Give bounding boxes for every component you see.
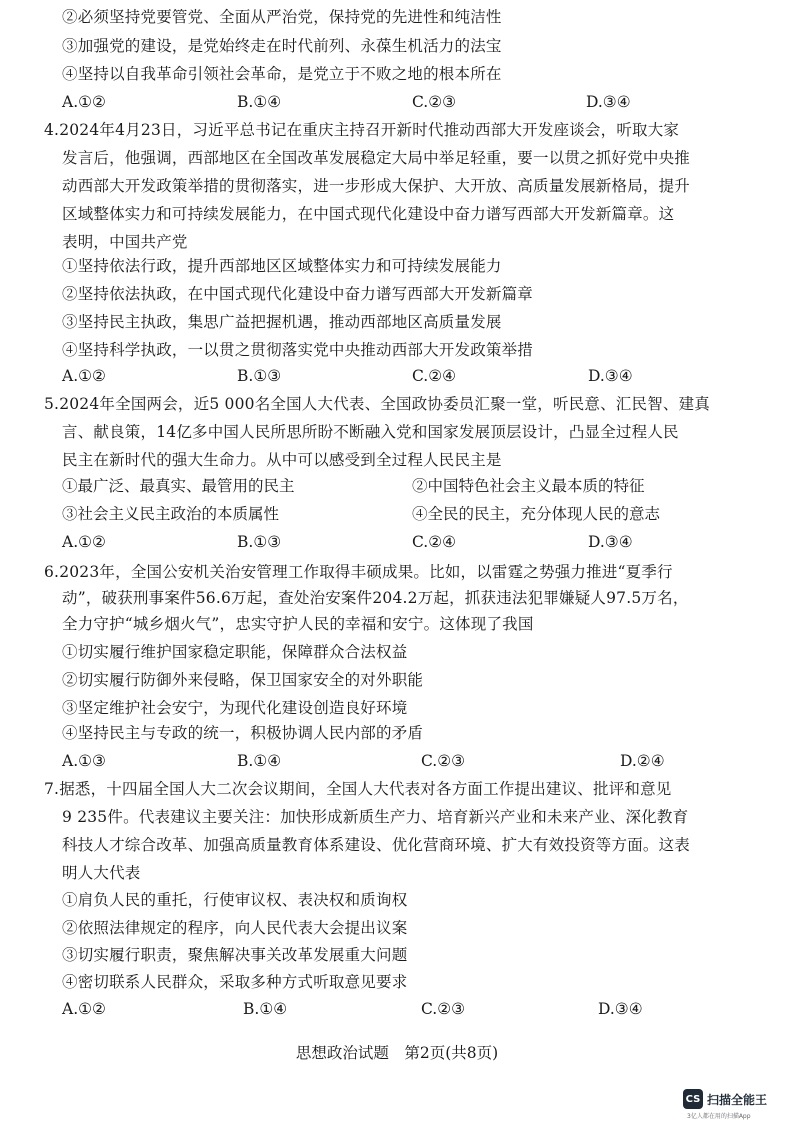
q7-item-3: ③切实履行职责，聚焦解决事关改革发展重大问题 [62,946,408,964]
q6-option-a: A.①③ [62,752,106,770]
q6-stem-line-1: 6.2023年，全国公安机关治安管理工作取得丰硕成果。比如，以雷霆之势强力推进“夏季行 [44,563,673,581]
q5-option-b: B.①③ [237,533,282,551]
q5-item-1: ①最广泛、最真实、最管用的民主 [62,477,295,495]
q7-option-c: C.②③ [421,1000,466,1018]
q6-item-4: ④坚持民主与专政的统一，积极协调人民内部的矛盾 [62,724,424,742]
q7-stem-line-4: 明人大代表 [62,864,141,882]
q4-item-1: ①坚持依法行政，提升西部地区区域整体实力和可持续发展能力 [62,257,502,275]
q7-stem-line-2: 9 235件。代表建议主要关注：加快形成新质生产力、培育新兴产业和未来产业、深化教育 [62,808,689,826]
q6-item-2: ②切实履行防御外来侵略，保卫国家安全的对外职能 [62,671,424,689]
q7-item-1: ①肩负人民的重托，行使审议权、表决权和质询权 [62,891,408,909]
q4-stem-line-1: 4.2024年4月23日，习近平总书记在重庆主持召开新时代推动西部大开发座谈会，听取大家 [44,121,680,139]
q4-option-b: B.①③ [237,367,282,385]
q6-item-1: ①切实履行维护国家稳定职能，保障群众合法权益 [62,643,408,661]
q5-item-4: ④全民的民主，充分体现人民的意志 [412,505,661,523]
q7-stem-line-1: 7.据悉，十四届全国人大二次会议期间，全国人大代表对各方面工作提出建议、批评和意见 [44,780,672,798]
camscanner-watermark [683,1089,767,1109]
q4-stem-line-2: 发言后，他强调，西部地区在全国改革发展稳定大局中举足轻重，要一以贯之抓好党中央推 [62,149,691,167]
q7-item-2: ②依照法律规定的程序，向人民代表大会提出议案 [62,919,408,937]
q5-item-3: ③社会主义民主政治的本质属性 [62,505,280,523]
q7-stem-line-3: 科技人才综合改革、加强高质量教育体系建设、优化营商环境、扩大有效投资等方面。这表 [62,836,691,854]
q3-option-b: B.①④ [237,93,282,111]
q5-item-2: ②中国特色社会主义最本质的特征 [412,477,645,495]
q4-item-2: ②坚持依法执政，在中国式现代化建设中奋力谱写西部大开发新篇章 [62,285,534,303]
q3-option-a: A.①② [62,93,106,111]
q4-stem-line-3: 动西部大开发政策举措的贯彻落实，进一步形成大保护、大开放、高质量发展新格局，提升 [62,177,691,195]
q4-item-3: ③坚持民主执政，集思广益把握机遇，推动西部地区高质量发展 [62,313,502,331]
camscanner-name: 扫描全能王 [707,1092,768,1107]
q5-stem-line-3: 民主在新时代的强大生命力。从中可以感受到全过程人民民主是 [62,451,502,469]
q5-stem-line-2: 言、献良策，14亿多中国人民所思所盼不断融入党和国家发展顶层设计，凸显全过程人民 [62,423,679,441]
q5-option-c: C.②④ [412,533,457,551]
q6-stem-line-3: 全力守护“城乡烟火气”，忠实守护人民的幸福和安宁。这体现了我国 [62,615,534,633]
q6-stem-line-2: 动”，破获刑事案件56.6万起，查处治安案件204.2万起，抓获违法犯罪嫌疑人97.5万名， [62,589,689,607]
q6-item-3: ③坚定维护社会安宁，为现代化建设创造良好环境 [62,699,408,717]
q5-items-row-2 [0,503,794,525]
q5-stem-line-1: 5.2024年全国两会，近5 000名全国人大代表、全国政协委员汇聚一堂，听民意、汇民智、建真 [44,395,711,413]
q7-item-4: ④密切联系人民群众，采取多种方式听取意见要求 [62,973,408,991]
q7-option-b: B.①④ [243,1000,288,1018]
q4-option-d: D.③④ [588,367,633,385]
q7-option-d: D.③④ [598,1000,643,1018]
camscanner-tagline: 3亿人都在用的扫描App [687,1113,751,1120]
camscanner-logo-icon: CS [683,1089,703,1109]
q4-item-4: ④坚持科学执政，一以贯之贯彻落实党中央推动西部大开发政策举措 [62,341,534,359]
q7-option-a: A.①② [62,1000,106,1018]
q3-item-3: ③加强党的建设，是党始终走在时代前列、永葆生机活力的法宝 [62,37,502,55]
q3-item-2: ②必须坚持党要管党、全面从严治党，保持党的先进性和纯洁性 [62,8,502,26]
q3-option-c: C.②③ [412,93,457,111]
q3-option-d: D.③④ [586,93,631,111]
q3-item-4: ④坚持以自我革命引领社会革命，是党立于不败之地的根本所在 [62,65,502,83]
page-footer: 思想政治试题 第2页(共8页) [295,1044,499,1062]
q4-option-a: A.①② [62,367,106,385]
q5-option-d: D.③④ [588,533,633,551]
q4-stem-line-5: 表明，中国共产党 [62,233,188,251]
q6-option-b: B.①④ [237,752,282,770]
q5-items-row-1 [0,475,794,497]
q6-option-d: D.②④ [620,752,665,770]
q6-option-c: C.②③ [421,752,466,770]
q4-option-c: C.②④ [412,367,457,385]
q4-stem-line-4: 区域整体实力和可持续发展能力，在中国式现代化建设中奋力谱写西部大开发新篇章。这 [62,205,675,223]
q5-option-a: A.①② [62,533,106,551]
